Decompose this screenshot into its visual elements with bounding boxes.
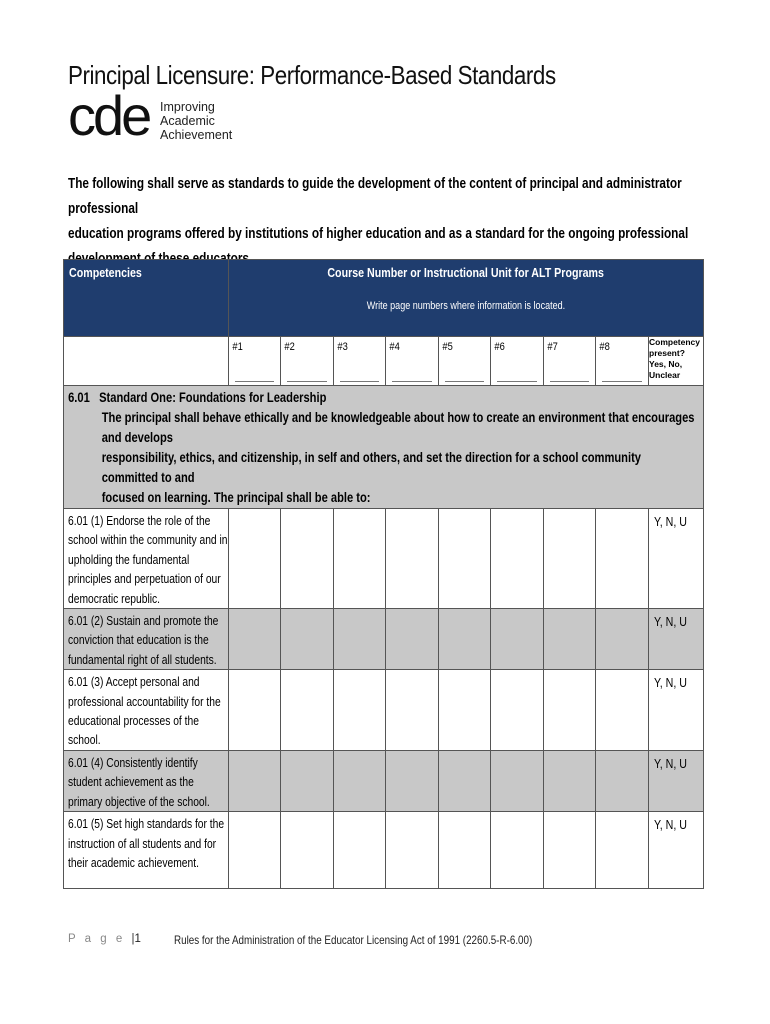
ynu-label: Y, N, U (654, 514, 687, 529)
page-number-line[interactable] (340, 381, 379, 382)
entry-cell[interactable] (229, 812, 281, 889)
competency-line: upholding the fundamental (68, 551, 190, 567)
competency-line: principles and perpetuation of our (68, 571, 221, 587)
logo-mark: cde (68, 84, 150, 147)
competency-cell (64, 670, 229, 751)
table-row (64, 609, 704, 670)
entry-cell[interactable] (386, 670, 439, 751)
standard-cell (64, 386, 704, 509)
ynu-label: Y, N, U (654, 817, 687, 833)
ynu-cell[interactable] (649, 750, 704, 811)
column-label: #1 (232, 341, 243, 353)
competency-line: their academic achievement. (68, 854, 199, 870)
entry-cell[interactable] (439, 509, 491, 609)
competency-line: instruction of all students and for (68, 835, 217, 851)
standard-description-line: The principal shall behave ethically and be knowledgeable about how to create an environment that encourages and develops (101, 410, 695, 445)
column-label: #2 (284, 341, 295, 353)
entry-cell[interactable] (334, 670, 386, 751)
column-label: #5 (442, 341, 453, 353)
entry-cell[interactable] (491, 750, 544, 811)
page-number-line[interactable] (602, 381, 642, 382)
entry-cell[interactable] (281, 609, 334, 670)
ynu-cell[interactable] (649, 812, 704, 889)
entry-cell[interactable] (491, 812, 544, 889)
course-column-4[interactable] (386, 337, 439, 386)
column-label: #4 (389, 341, 400, 353)
standard-code: 6.01 (68, 390, 90, 405)
entry-cell[interactable] (439, 750, 491, 811)
competency-present-line: Yes, No, (649, 359, 683, 369)
table-row (64, 670, 704, 751)
entry-cell[interactable] (544, 812, 596, 889)
ynu-label: Y, N, U (654, 614, 687, 630)
page-number-line[interactable] (235, 381, 274, 382)
entry-cell[interactable] (544, 509, 596, 609)
page-label: P a g e (68, 933, 126, 945)
logo-tagline (160, 100, 232, 142)
page-number: 1 (134, 933, 141, 945)
table-header-row (64, 260, 704, 337)
entry-cell[interactable] (544, 609, 596, 670)
entry-cell[interactable] (334, 812, 386, 889)
column-number-row (64, 337, 704, 386)
ynu-cell[interactable] (649, 670, 704, 751)
entry-cell[interactable] (229, 609, 281, 670)
course-column-2[interactable] (281, 337, 334, 386)
page-number-line[interactable] (392, 381, 432, 382)
standard-title: Standard One: Foundations for Leadership (99, 390, 327, 405)
competency-line: democratic republic. (68, 590, 161, 606)
entry-cell[interactable] (596, 609, 649, 670)
entry-cell[interactable] (596, 750, 649, 811)
entry-cell[interactable] (491, 670, 544, 751)
competencies-header (64, 260, 229, 337)
entry-cell[interactable] (229, 670, 281, 751)
document-title: Principal Licensure: Performance-Based Standards (68, 60, 556, 90)
logo-tagline-line: Improving (160, 100, 215, 114)
standard-description-line: focused on learning. The principal shall be able to: (101, 490, 371, 505)
competency-line: 6.01 (1) Endorse the role of the (68, 513, 211, 528)
entry-cell[interactable] (386, 750, 439, 811)
table-row (64, 509, 704, 609)
competencies-header-label: Competencies (69, 265, 142, 280)
ynu-label: Y, N, U (654, 755, 687, 771)
standard-heading (68, 388, 699, 408)
course-column-8[interactable] (596, 337, 649, 386)
page-number-line[interactable] (550, 381, 589, 382)
course-column-5[interactable] (439, 337, 491, 386)
entry-cell[interactable] (334, 509, 386, 609)
entry-cell[interactable] (334, 609, 386, 670)
entry-cell[interactable] (229, 750, 281, 811)
competency-present-header (649, 337, 704, 386)
competency-line: 6.01 (3) Accept personal and (68, 674, 200, 690)
logo-tagline-line: Achievement (160, 128, 233, 142)
page-indicator: P a g e |1 (68, 933, 141, 945)
competency-cell (64, 750, 229, 811)
course-column-6[interactable] (491, 337, 544, 386)
entry-cell[interactable] (439, 609, 491, 670)
logo-tagline-line: Academic (160, 114, 215, 128)
entry-cell[interactable] (439, 670, 491, 751)
competency-line: primary objective of the school. (68, 793, 210, 809)
intro-paragraph (68, 172, 691, 272)
ynu-cell[interactable] (649, 509, 704, 609)
competency-line: fundamental right of all students. (68, 651, 217, 667)
ynu-label: Y, N, U (654, 675, 687, 691)
entry-cell[interactable] (596, 812, 649, 889)
entry-cell[interactable] (596, 670, 649, 751)
intro-line: education programs offered by institutions of higher education and as a standard for the ongoing professional (68, 226, 689, 242)
entry-cell[interactable] (491, 609, 544, 670)
competency-cell (64, 609, 229, 670)
entry-cell[interactable] (281, 509, 334, 609)
footer-rule-text: Rules for the Administration of the Educator Licensing Act of 1991 (2260.5-R-6.00) (174, 933, 533, 947)
column-label: #6 (494, 341, 505, 353)
competency-present-line: present? (649, 348, 685, 358)
entry-cell[interactable] (281, 812, 334, 889)
course-header-title: Course Number or Instructional Unit for ALT Programs (327, 265, 605, 280)
table-row (64, 750, 704, 811)
standards-table (63, 259, 704, 889)
competency-line: school within the community and in (68, 532, 228, 548)
table-row (64, 812, 704, 889)
page-number-line[interactable] (287, 381, 327, 382)
entry-cell[interactable] (281, 670, 334, 751)
entry-cell[interactable] (544, 670, 596, 751)
entry-cell[interactable] (229, 509, 281, 609)
column-label: #3 (337, 341, 348, 353)
entry-cell[interactable] (544, 750, 596, 811)
standard-row (64, 386, 704, 509)
entry-cell[interactable] (386, 609, 439, 670)
competency-line: 6.01 (2) Sustain and promote the (68, 613, 219, 629)
competency-line: conviction that education is the (68, 632, 209, 648)
standard-description-line: responsibility, ethics, and citizenship, in self and others, and set the direction for a school community committed to and (101, 450, 641, 485)
intro-line: The following shall serve as standards to guide the development of the content of principal and administrator professional (68, 176, 682, 217)
competency-line: school. (68, 732, 101, 748)
ynu-cell[interactable] (649, 609, 704, 670)
entry-cell[interactable] (596, 509, 649, 609)
competency-present-line: Unclear (649, 370, 681, 380)
course-column-7[interactable] (544, 337, 596, 386)
course-column-1[interactable] (229, 337, 281, 386)
competency-line: 6.01 (5) Set high standards for the (68, 816, 225, 832)
entry-cell[interactable] (491, 509, 544, 609)
entry-cell[interactable] (281, 750, 334, 811)
competency-line: 6.01 (4) Consistently identify (68, 754, 198, 770)
course-header (229, 260, 704, 337)
entry-cell[interactable] (386, 812, 439, 889)
competency-line: educational processes of the (68, 713, 199, 729)
competency-present-line: Competency (649, 337, 701, 347)
course-header-note: Write page numbers where information is located. (366, 300, 566, 312)
competency-cell (64, 509, 229, 609)
entry-cell[interactable] (334, 750, 386, 811)
entry-cell[interactable] (386, 509, 439, 609)
competency-line: student achievement as the (68, 774, 194, 790)
column-label: #8 (599, 341, 610, 353)
cde-logo (68, 84, 238, 152)
blank-cell (64, 337, 229, 386)
entry-cell[interactable] (439, 812, 491, 889)
competency-line: professional accountability for the (68, 693, 221, 709)
page-number-line[interactable] (497, 381, 537, 382)
column-label: #7 (547, 341, 558, 353)
course-column-3[interactable] (334, 337, 386, 386)
page-number-line[interactable] (445, 381, 484, 382)
competency-cell (64, 812, 229, 889)
